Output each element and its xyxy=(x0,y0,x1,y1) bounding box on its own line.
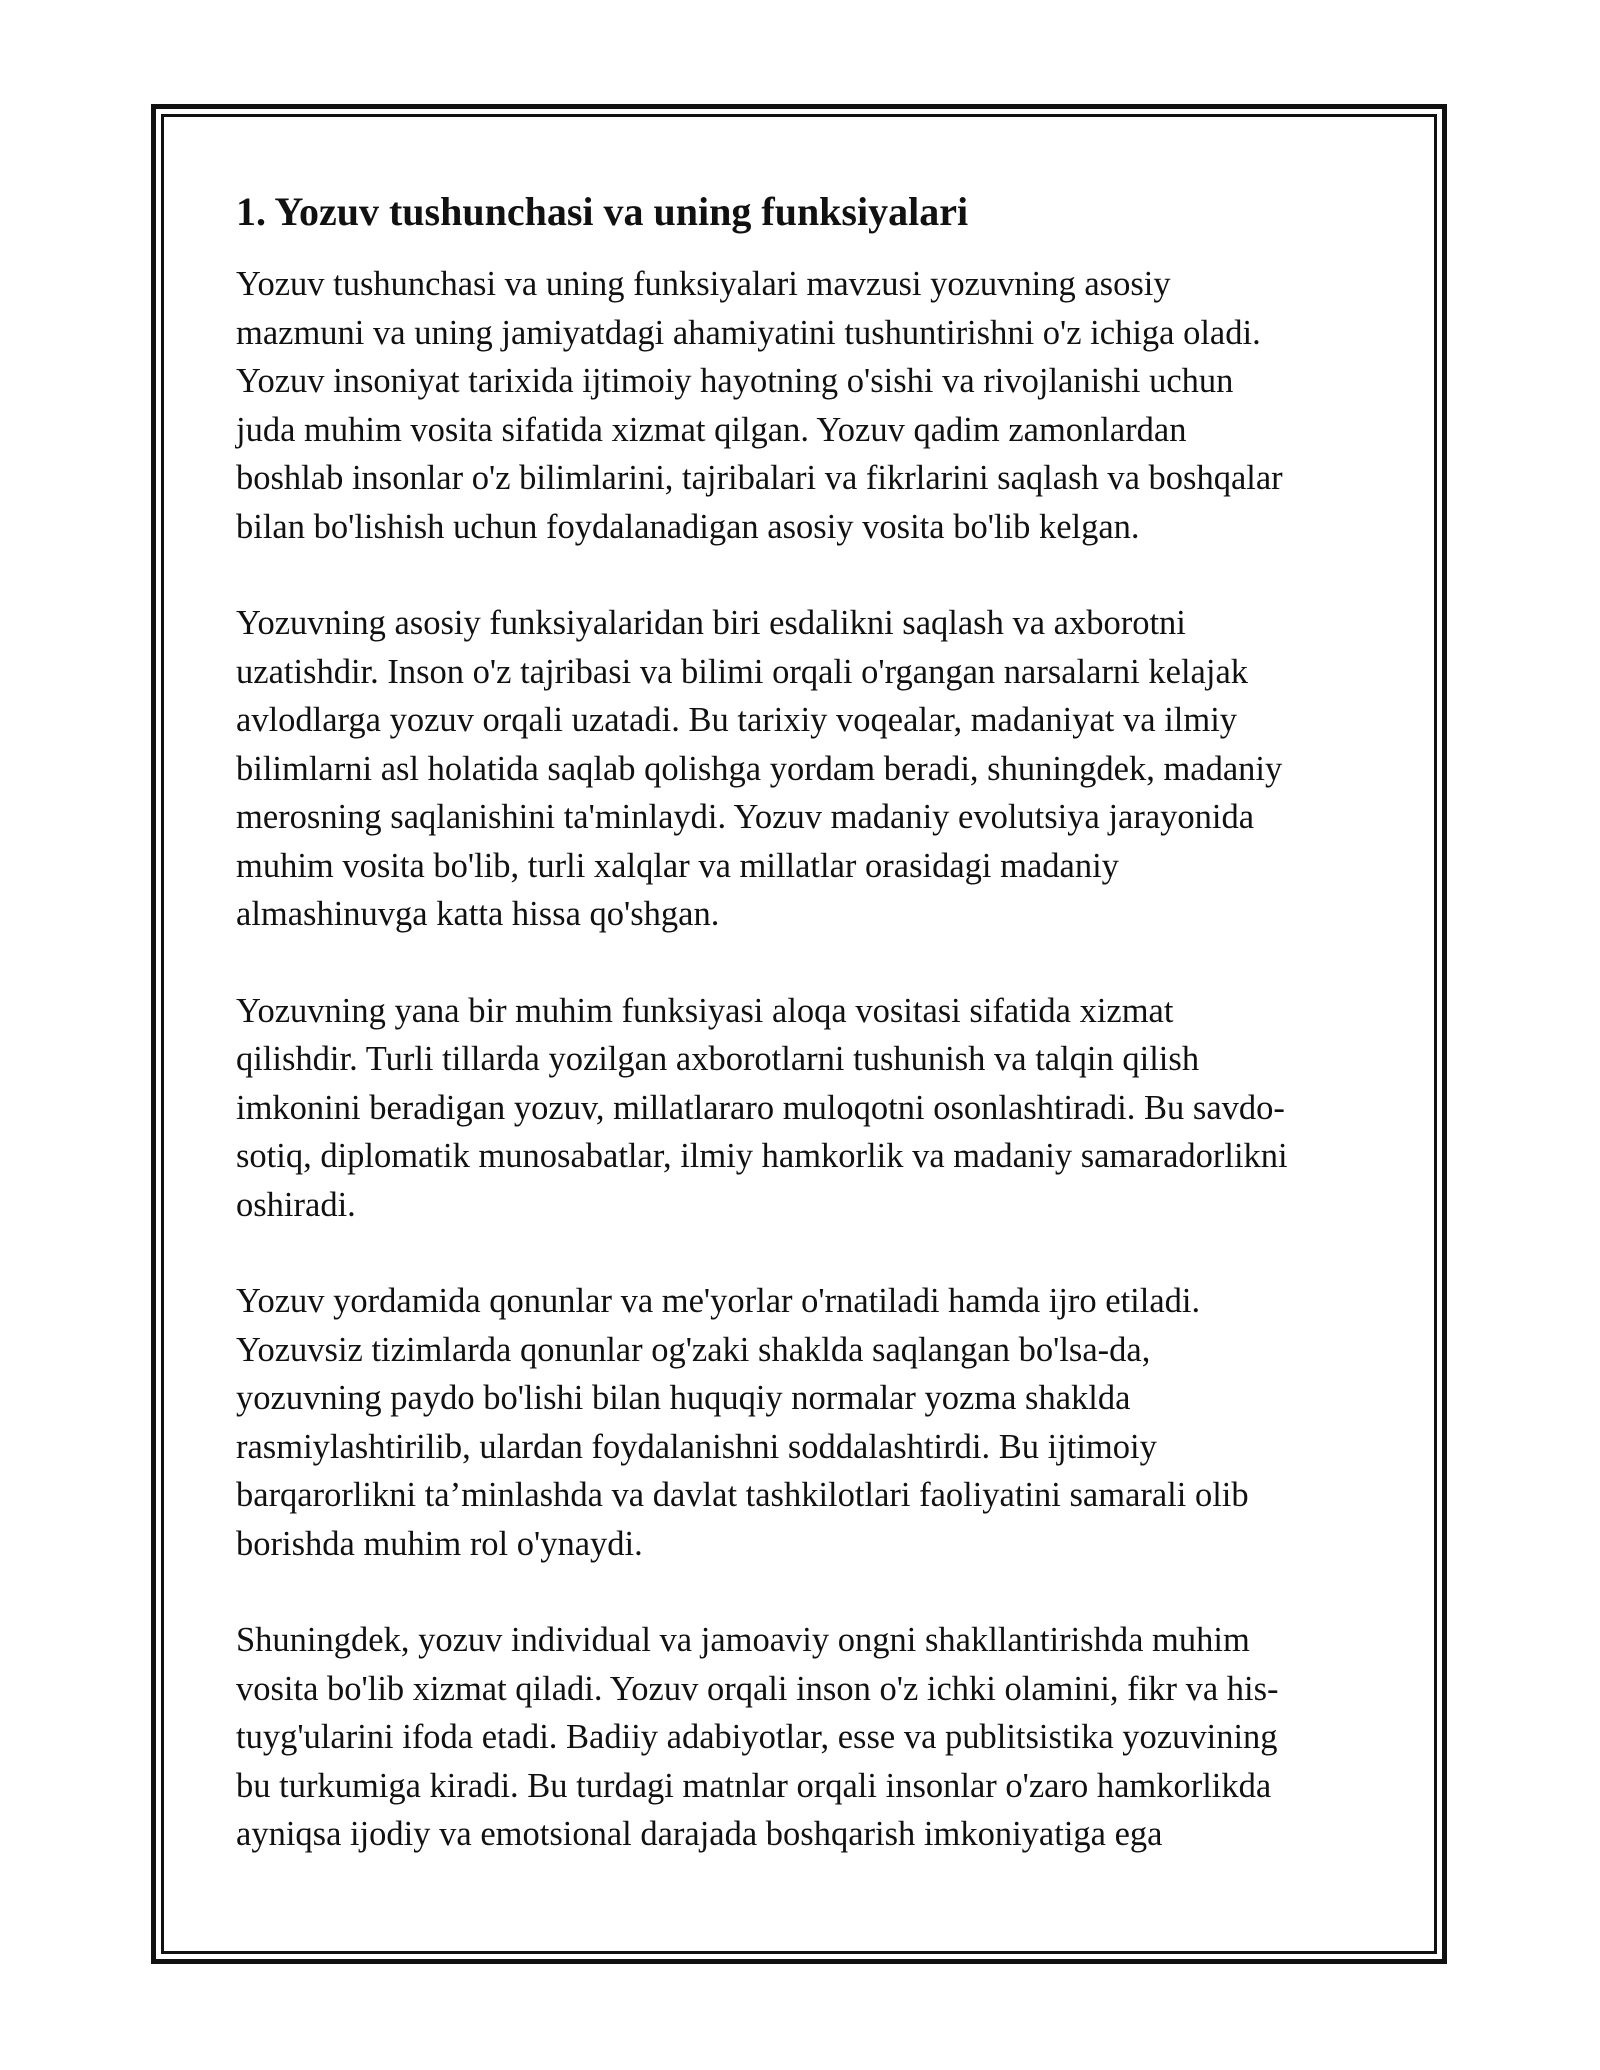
text-line: mazmuni va uning jamiyatdagi ahamiyatini tushuntirishni o'z ichiga oladi. xyxy=(236,313,1261,352)
text-line: merosning saqlanishini ta'minlaydi. Yozuv madaniy evolutsiya jarayonida xyxy=(236,798,1255,836)
text-line: Yozuvsiz tizimlarda qonunlar og'zaki shaklda saqlangan bo'lsa-da, xyxy=(236,1330,1151,1369)
text-line: uzatishdir. Inson o'z tajribasi va bilimi orqali o'rgangan narsalarni kelajak xyxy=(236,652,1249,691)
text-line: rasmiylashtirilib, ulardan foydalanishni soddalashtirdi. Bu ijtimoiy xyxy=(236,1427,1157,1466)
paragraph-1 xyxy=(236,260,1366,551)
text-line: borishda muhim rol o'ynaydi. xyxy=(236,1524,643,1563)
paragraph-3 xyxy=(236,987,1366,1230)
section-heading: 1. Yozuv tushunchasi va uning funksiyalari xyxy=(236,189,969,234)
text-line: Yozuv insoniyat tarixida ijtimoiy hayotning o'sishi va rivojlanishi uchun xyxy=(236,362,1234,400)
text-line: yozuvning paydo bo'lishi bilan huquqiy normalar yozma shaklda xyxy=(236,1379,1131,1417)
paragraph-4 xyxy=(236,1277,1366,1568)
text-line: bilan bo'lishish uchun foydalanadigan asosiy vosita bo'lib kelgan. xyxy=(236,507,1140,546)
text-line: bilimlarni asl holatida saqlab qolishga yordam beradi, shuningdek, madaniy xyxy=(236,749,1283,788)
text-line: Yozuv tushunchasi va uning funksiyalari mavzusi yozuvning asosiy xyxy=(236,265,1171,303)
paragraph-2 xyxy=(236,599,1366,939)
text-line: Yozuv yordamida qonunlar va me'yorlar o'rnatiladi hamda ijro etiladi. xyxy=(236,1282,1201,1320)
text-line: muhim vosita bo'lib, turli xalqlar va millatlar orasidagi madaniy xyxy=(236,846,1119,885)
text-line: almashinuvga katta hissa qo'shgan. xyxy=(236,895,720,933)
text-line: avlodlarga yozuv orqali uzatadi. Bu tarixiy voqealar, madaniyat va ilmiy xyxy=(236,701,1238,739)
text-line: oshiradi. xyxy=(236,1185,356,1224)
text-line: Yozuvning asosiy funksiyalaridan biri esdalikni saqlash va axborotni xyxy=(236,604,1186,642)
document-content xyxy=(236,186,1366,1859)
text-line: barqarorlikni ta’minlashda va davlat tashkilotlari faoliyatini samarali olib xyxy=(236,1476,1249,1514)
text-line: juda muhim vosita sifatida xizmat qilgan. Yozuv qadim zamonlardan xyxy=(236,410,1187,449)
text-line: bu turkumiga kiradi. Bu turdagi matnlar orqali insonlar o'zaro hamkorlikda xyxy=(236,1766,1272,1805)
text-line: tuyg'ularini ifoda etadi. Badiiy adabiyotlar, esse va publitsistika yozuvining xyxy=(236,1718,1278,1756)
text-line: ayniqsa ijodiy va emotsional darajada boshqarish imkoniyatiga ega xyxy=(236,1815,1163,1853)
paragraph-5 xyxy=(236,1616,1366,1859)
text-line: sotiq, diplomatik munosabatlar, ilmiy hamkorlik va madaniy samaradorlikni xyxy=(236,1137,1288,1175)
text-line: boshlab insonlar o'z bilimlarini, tajribalari va fikrlarini saqlash va boshqalar xyxy=(236,459,1283,497)
text-line: vosita bo'lib xizmat qiladi. Yozuv orqali inson o'z ichki olamini, fikr va his- xyxy=(236,1669,1279,1708)
text-line: imkonini beradigan yozuv, millatlararo muloqotni osonlashtiradi. Bu savdo- xyxy=(236,1088,1285,1127)
text-line: qilishdir. Turli tillarda yozilgan axborotlarni tushunish va talqin qilish xyxy=(236,1040,1200,1078)
text-line: Shuningdek, yozuv individual va jamoaviy ongni shakllantirishda muhim xyxy=(236,1621,1250,1659)
text-line: Yozuvning yana bir muhim funksiyasi aloqa vositasi sifatida xizmat xyxy=(236,991,1174,1030)
